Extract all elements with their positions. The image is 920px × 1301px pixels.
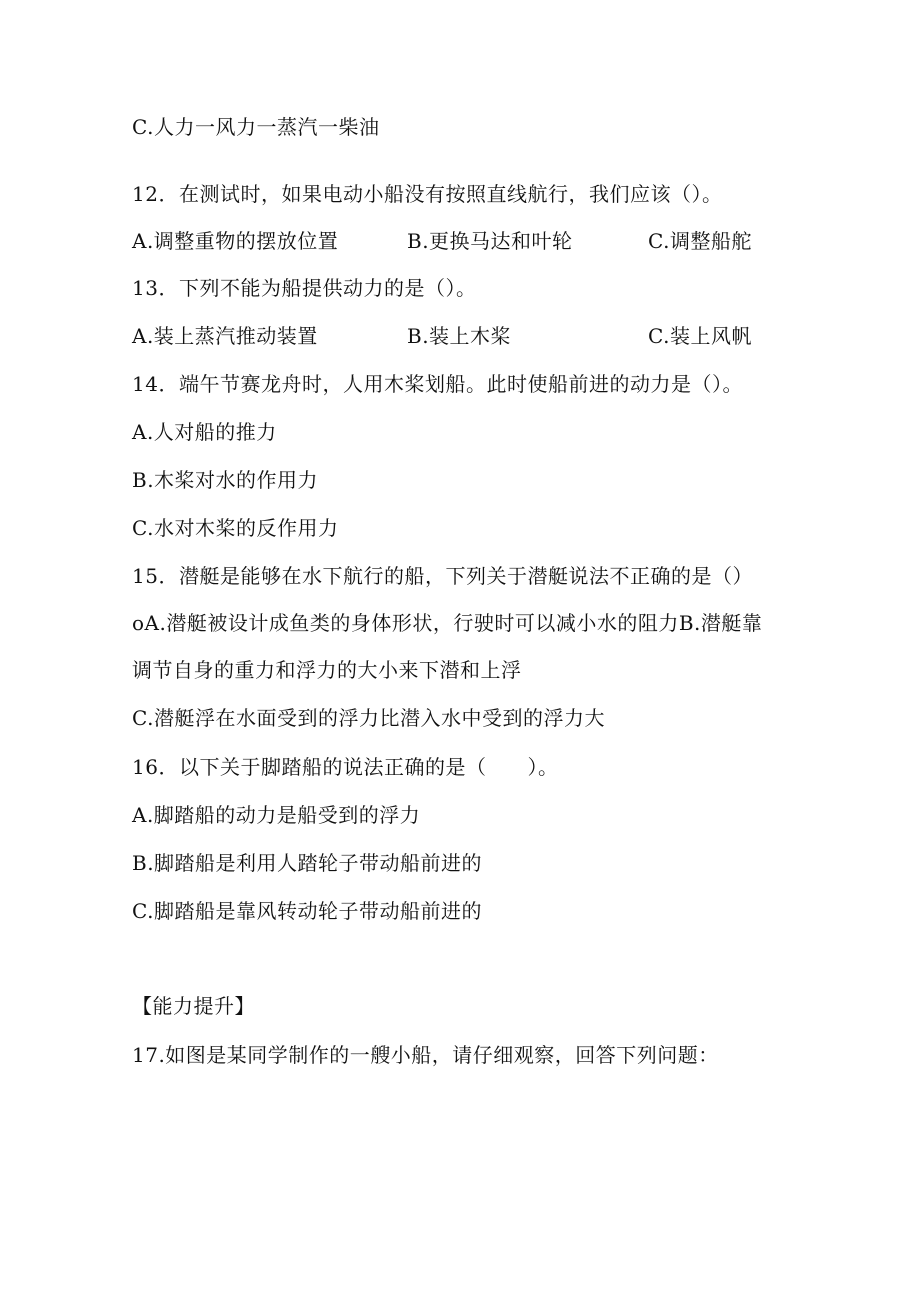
section-heading: 【能力提升】 — [132, 994, 255, 1018]
question-15: 15．潜艇是能够在水下航行的船，下列关于潜艇说法不正确的是（） — [132, 564, 753, 588]
option-c-previous-question: C.人力一风力一蒸汽一柴油 — [132, 115, 380, 139]
question-13-option-b: B.装上木桨 — [407, 324, 512, 348]
question-14-option-a: A.人对船的推力 — [132, 420, 277, 444]
question-16-option-a: A.脚踏船的动力是船受到的浮力 — [132, 803, 421, 827]
question-14-option-c: C.水对木桨的反作用力 — [132, 516, 339, 540]
question-16-option-b: B.脚踏船是利用人踏轮子带动船前进的 — [132, 851, 483, 875]
question-17: 17.如图是某同学制作的一艘小船，请仔细观察，回答下列问题： — [132, 1043, 719, 1067]
question-12: 12．在测试时，如果电动小船没有按照直线航行，我们应该（）。 — [132, 182, 723, 206]
question-12-option-b: B.更换马达和叶轮 — [407, 229, 573, 253]
question-16: 16．以下关于脚踏船的说法正确的是（ ）。 — [132, 755, 559, 779]
question-13-option-c: C.装上风帆 — [648, 324, 752, 348]
question-15-options-ab: oA.潜艇被设计成鱼类的身体形状，行驶时可以减小水的阻力B.潜艇靠调节自身的重力和浮力的大小来下潜和上浮 — [132, 611, 763, 682]
question-12-option-a: A.调整重物的摆放位置 — [132, 229, 339, 253]
question-15-option-c: C.潜艇浮在水面受到的浮力比潜入水中受到的浮力大 — [132, 706, 605, 730]
question-14-option-b: B.木桨对水的作用力 — [132, 468, 319, 492]
question-13-option-a: A.装上蒸汽推动装置 — [132, 324, 318, 348]
question-14: 14．端午节赛龙舟时，人用木桨划船。此时使船前进的动力是（）。 — [132, 372, 743, 396]
question-13: 13．下列不能为船提供动力的是（）。 — [132, 276, 477, 300]
question-16-option-c: C.脚踏船是靠风转动轮子带动船前进的 — [132, 899, 482, 923]
question-12-option-c: C.调整船舵 — [648, 229, 752, 253]
